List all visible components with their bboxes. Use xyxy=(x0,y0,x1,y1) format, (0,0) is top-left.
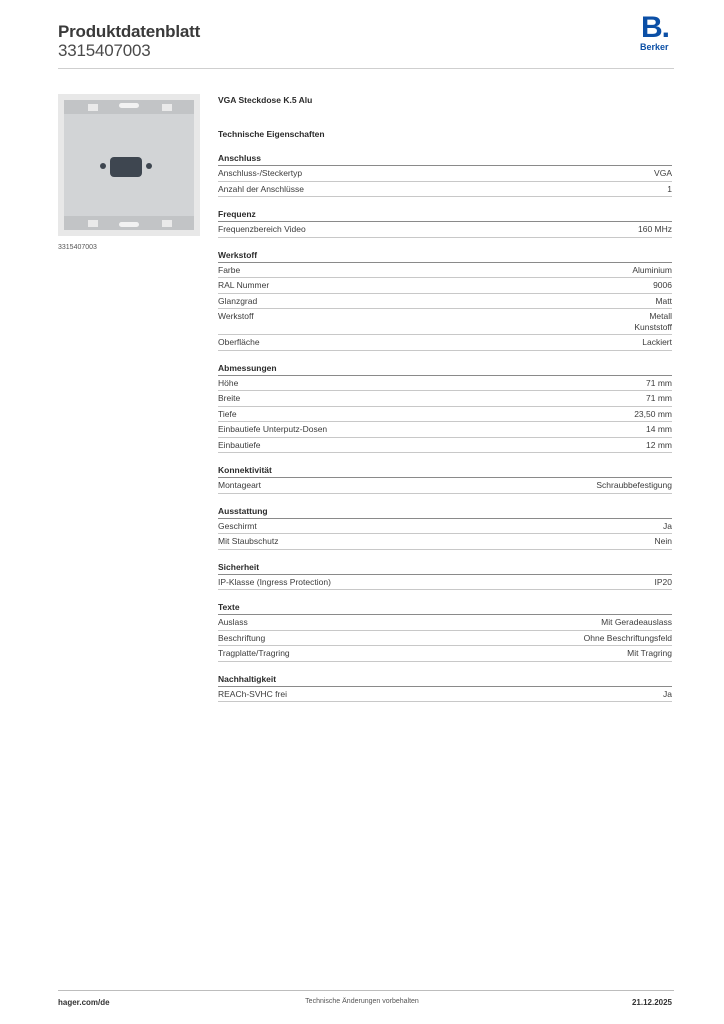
spec-value xyxy=(646,424,672,435)
spec-value xyxy=(634,311,672,332)
spec-value xyxy=(584,633,672,644)
spec-row xyxy=(218,294,672,310)
spec-value xyxy=(655,296,672,307)
spec-group xyxy=(218,465,672,494)
spec-label: Einbautiefe xyxy=(218,439,261,450)
spec-label: Oberfläche xyxy=(218,337,260,347)
spec-value-line: 9006 xyxy=(653,280,672,290)
spec-row xyxy=(218,391,672,407)
spec-label: Breite xyxy=(218,393,241,403)
spec-value-line: Kunststoff xyxy=(634,321,672,332)
spec-row xyxy=(218,422,672,438)
image-caption: 3315407003 xyxy=(58,244,97,251)
spec-value-line: Ja xyxy=(663,520,672,531)
group-title: Anschluss xyxy=(218,153,672,166)
spec-row xyxy=(218,182,672,198)
cover-plate xyxy=(64,100,194,230)
spec-value-line: 14 mm xyxy=(646,424,672,434)
spec-value xyxy=(642,337,672,348)
spec-label: Montageart xyxy=(218,480,261,490)
product-image xyxy=(58,94,200,236)
spec-row xyxy=(218,615,672,631)
spec-groups xyxy=(218,153,672,702)
spec-value xyxy=(627,648,672,659)
group-title: Nachhaltigkeit xyxy=(218,674,672,687)
spec-value xyxy=(654,168,672,179)
group-title: Abmessungen xyxy=(218,363,672,376)
spec-label: Einbautiefe Unterputz-Dosen xyxy=(218,424,328,434)
footer-divider xyxy=(58,990,674,991)
spec-group xyxy=(218,363,672,454)
spec-label: Tragplatte/Tragring xyxy=(218,648,290,658)
spec-value xyxy=(596,480,672,491)
spec-row xyxy=(218,335,672,351)
spec-value-line: Ohne Beschriftungsfeld xyxy=(583,632,672,643)
spec-value-line: IP20 xyxy=(654,576,672,587)
spec-value-line: 12 mm xyxy=(646,439,672,450)
group-title: Ausstattung xyxy=(218,506,672,519)
spec-label: Beschriftung xyxy=(218,632,266,643)
spec-label: Werkstoff xyxy=(218,311,254,321)
spec-row xyxy=(218,631,672,647)
section-title: Technische Eigenschaften xyxy=(218,129,325,139)
vga-shell xyxy=(110,157,142,177)
spec-row xyxy=(218,438,672,454)
spec-value-line: 1 xyxy=(667,183,672,194)
spec-value xyxy=(655,536,672,547)
group-title: Konnektivität xyxy=(218,465,672,478)
group-title: Werkstoff xyxy=(218,250,672,263)
spec-label: Anschluss-/Steckertyp xyxy=(218,168,303,178)
spec-value xyxy=(663,689,672,700)
spec-value-line: Lackiert xyxy=(642,337,672,347)
spec-value-line: Matt xyxy=(655,295,672,306)
spec-value-line: Mit Tragring xyxy=(627,648,672,658)
spec-value-line: Aluminium xyxy=(632,264,672,275)
spec-value xyxy=(601,617,672,628)
vga-connector-icon xyxy=(100,155,152,179)
spec-value-line: Nein xyxy=(654,536,672,546)
spec-label: Frequenzbereich Video xyxy=(218,224,306,234)
spec-group xyxy=(218,674,672,703)
spec-label: RAL Nummer xyxy=(218,280,270,290)
group-title: Frequenz xyxy=(218,209,672,222)
spec-value-line: 71 mm xyxy=(646,377,672,388)
spec-row xyxy=(218,575,672,591)
spec-label: Mit Staubschutz xyxy=(218,536,279,546)
spec-label: Höhe xyxy=(218,377,239,388)
document-title: Produktdatenblatt xyxy=(58,22,201,41)
screw-mount xyxy=(88,220,98,227)
spec-value-line: 71 mm xyxy=(646,393,672,403)
spec-group xyxy=(218,250,672,351)
spec-label: Anzahl der Anschlüsse xyxy=(218,183,304,194)
spec-row xyxy=(218,407,672,423)
product-name: VGA Steckdose K.5 Alu xyxy=(218,95,313,105)
spec-group xyxy=(218,562,672,591)
spec-row xyxy=(218,519,672,535)
spec-value-line: Mit Geradeauslass xyxy=(601,617,672,627)
spec-value xyxy=(634,409,672,420)
bottom-slot xyxy=(119,222,139,227)
footer-website[interactable]: hager.com/de xyxy=(58,998,110,1007)
spec-value xyxy=(646,440,672,451)
spec-value-line: Schraubbefestigung xyxy=(596,480,672,490)
spec-value xyxy=(667,184,672,195)
spec-row xyxy=(218,309,672,335)
spec-row xyxy=(218,263,672,279)
group-title: Texte xyxy=(218,602,672,615)
footer-date: 21.12.2025 xyxy=(631,998,672,1007)
spec-content xyxy=(218,95,672,702)
spec-value xyxy=(646,393,672,404)
spec-row xyxy=(218,687,672,703)
spec-row xyxy=(218,222,672,238)
spec-value xyxy=(655,577,673,588)
vga-screw-hole xyxy=(146,163,152,169)
spec-group xyxy=(218,209,672,238)
screw-mount xyxy=(162,220,172,227)
spec-value-line: Metall xyxy=(649,311,672,321)
spec-label: IP-Klasse (Ingress Protection) xyxy=(218,576,331,587)
group-title: Sicherheit xyxy=(218,562,672,575)
screw-mount xyxy=(162,104,172,111)
vga-screw-hole xyxy=(100,163,106,169)
logo-mark: B. xyxy=(641,11,669,44)
spec-label: Auslass xyxy=(218,617,248,627)
spec-value-line: VGA xyxy=(654,168,672,178)
spec-label: Tiefe xyxy=(218,408,237,419)
spec-value xyxy=(646,378,672,389)
page-header xyxy=(58,11,674,68)
spec-label: Farbe xyxy=(218,264,241,275)
spec-value xyxy=(638,224,672,235)
spec-label: REACh-SVHC frei xyxy=(218,688,287,699)
spec-row xyxy=(218,478,672,494)
spec-group xyxy=(218,506,672,550)
spec-value-line: Ja xyxy=(663,688,672,699)
spec-label: Geschirmt xyxy=(218,520,257,531)
spec-group xyxy=(218,153,672,197)
spec-row xyxy=(218,376,672,392)
footer-note: Technische Änderungen vorbehalten xyxy=(305,998,419,1005)
spec-row xyxy=(218,166,672,182)
screw-mount xyxy=(88,104,98,111)
spec-value xyxy=(632,265,672,276)
berker-logo xyxy=(640,11,674,56)
logo-text: Berker xyxy=(640,42,669,52)
spec-row xyxy=(218,534,672,550)
header-divider xyxy=(58,68,674,69)
spec-value-line: 160 MHz xyxy=(637,224,672,234)
spec-group xyxy=(218,602,672,662)
spec-value xyxy=(653,280,672,291)
top-slot xyxy=(119,103,139,108)
document-number: 3315407003 xyxy=(58,41,151,60)
spec-row xyxy=(218,646,672,662)
spec-label: Glanzgrad xyxy=(218,295,258,306)
spec-value xyxy=(663,521,672,532)
spec-value-line: 23,50 mm xyxy=(634,408,672,419)
spec-row xyxy=(218,278,672,294)
